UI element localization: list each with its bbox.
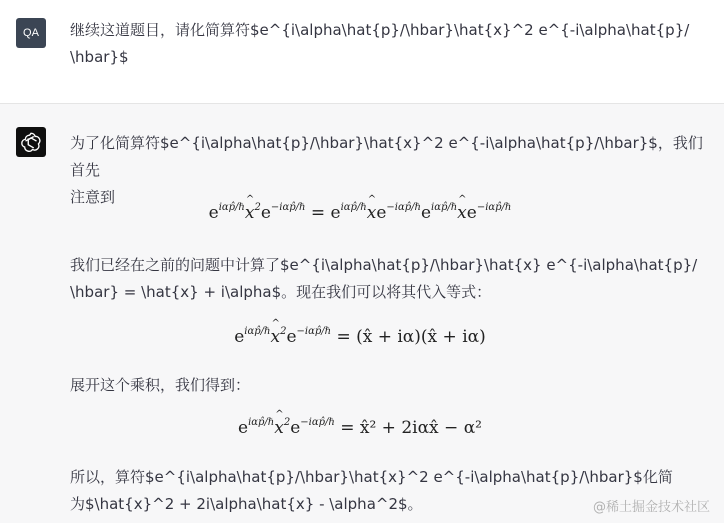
eq1-r-exp-pos-2: iαp̂/ℏ: [431, 202, 458, 213]
eq2-x-hat: ^ x: [270, 327, 280, 347]
para1-line-1: 为了化简算符$e^{i\alpha\hat{p}/\hbar}\hat{x}^2 e^{-i\alpha\hat{p}/\hbar}$，我们首先: [70, 134, 703, 179]
equation-1: $e^{i\alpha p̂/\hbar}\^{}$ $x^2e^{-i\alpha p̂/\hbar}$ = $e^{i\alpha p̂/\hbar}\^{}$ $xe^{-i\alpha p̂/\hbar}e^{i\alpha p̂/\hbar}\^{}$ $xe^{-i\alpha p̂/\hbar}$: [70, 202, 650, 223]
assistant-paragraph-1: [70, 130, 715, 211]
user-avatar: QA: [16, 18, 46, 48]
para2-line-1: 我们已经在之前的问题中计算了$e^{i\alpha\hat{p}/\hbar}\hat{x} e^{-i\alpha\hat{p}/: [70, 256, 698, 274]
equation-2: $e^{i\alpha p̂/\hbar}\^{}$ $x^2e^{-i\alpha p̂/\hbar}$ = (x̂ + iα)(x̂ + iα): [70, 326, 650, 347]
eq3-exp-neg: −iαp̂/ℏ: [300, 417, 335, 428]
eq2-exp-pos: iαp̂/ℏ: [244, 326, 271, 337]
para3-text: 展开这个乘积，我们得到：: [70, 376, 251, 394]
eq3-exp-pos: iαp̂/ℏ: [248, 417, 275, 428]
eq2-sq: 2: [280, 326, 287, 337]
eq1-r-exp-pos-1: iαp̂/ℏ: [340, 202, 367, 213]
assistant-paragraph-3: [70, 372, 715, 399]
eq3-rhs: = x̂² + 2iαx̂ − α²: [340, 418, 482, 438]
assistant-paragraph-2: [70, 252, 715, 306]
para4-line-2: 为$\hat{x}^2 + 2i\alpha\hat{x} - \alpha^2$。: [70, 495, 423, 513]
user-message: [0, 0, 724, 103]
assistant-message: [0, 103, 724, 523]
eq2-exp-neg: −iαp̂/ℏ: [296, 326, 332, 337]
user-question-line-2: \hbar}$: [70, 48, 129, 66]
eq1-r-x-hat-1: ^ x: [367, 203, 377, 223]
watermark: @稀土掘金技术社区: [592, 500, 710, 515]
user-question: [70, 17, 710, 71]
equation-3: $e^{i\alpha p̂/\hbar}\^{}$ $x^2e^{-i\alpha p̂/\hbar}$ = x̂² + 2iαx̂ − α²: [70, 417, 650, 438]
eq1-r-exp-neg-2: −iαp̂/ℏ: [476, 202, 512, 213]
eq1-r-exp-neg-1: −iαp̂/ℏ: [386, 202, 421, 213]
eq1-exp-neg: −iαp̂/ℏ: [270, 202, 306, 213]
para2-line-2: \hbar} = \hat{x} + i\alpha$。现在我们可以将其代入等式：: [70, 283, 492, 301]
openai-logo-icon: [16, 127, 46, 157]
para4-line-1: 所以，算符$e^{i\alpha\hat{p}/\hbar}\hat{x}^2 e^{-i\alpha\hat{p}/\hbar}$化简: [70, 468, 673, 486]
eq3-sq: 2: [283, 417, 291, 428]
eq1-equals: =: [310, 203, 326, 223]
eq2-rhs: = (x̂ + iα)(x̂ + iα): [336, 327, 486, 347]
eq1-r-x-hat-2: ^ x: [457, 203, 467, 223]
eq1-sq: 2: [254, 202, 261, 213]
eq1-exp-pos: iαp̂/ℏ: [218, 202, 245, 213]
para1-line-2: 注意到: [70, 188, 116, 206]
eq3-x-hat: ^ x: [274, 418, 284, 438]
eq1-x-hat: ^ x: [245, 203, 255, 223]
user-question-line-1: 继续这道题目，请化简算符$e^{i\alpha\hat{p}/\hbar}\hat{x}^2 e^{-i\alpha\hat{p}/: [70, 21, 690, 39]
